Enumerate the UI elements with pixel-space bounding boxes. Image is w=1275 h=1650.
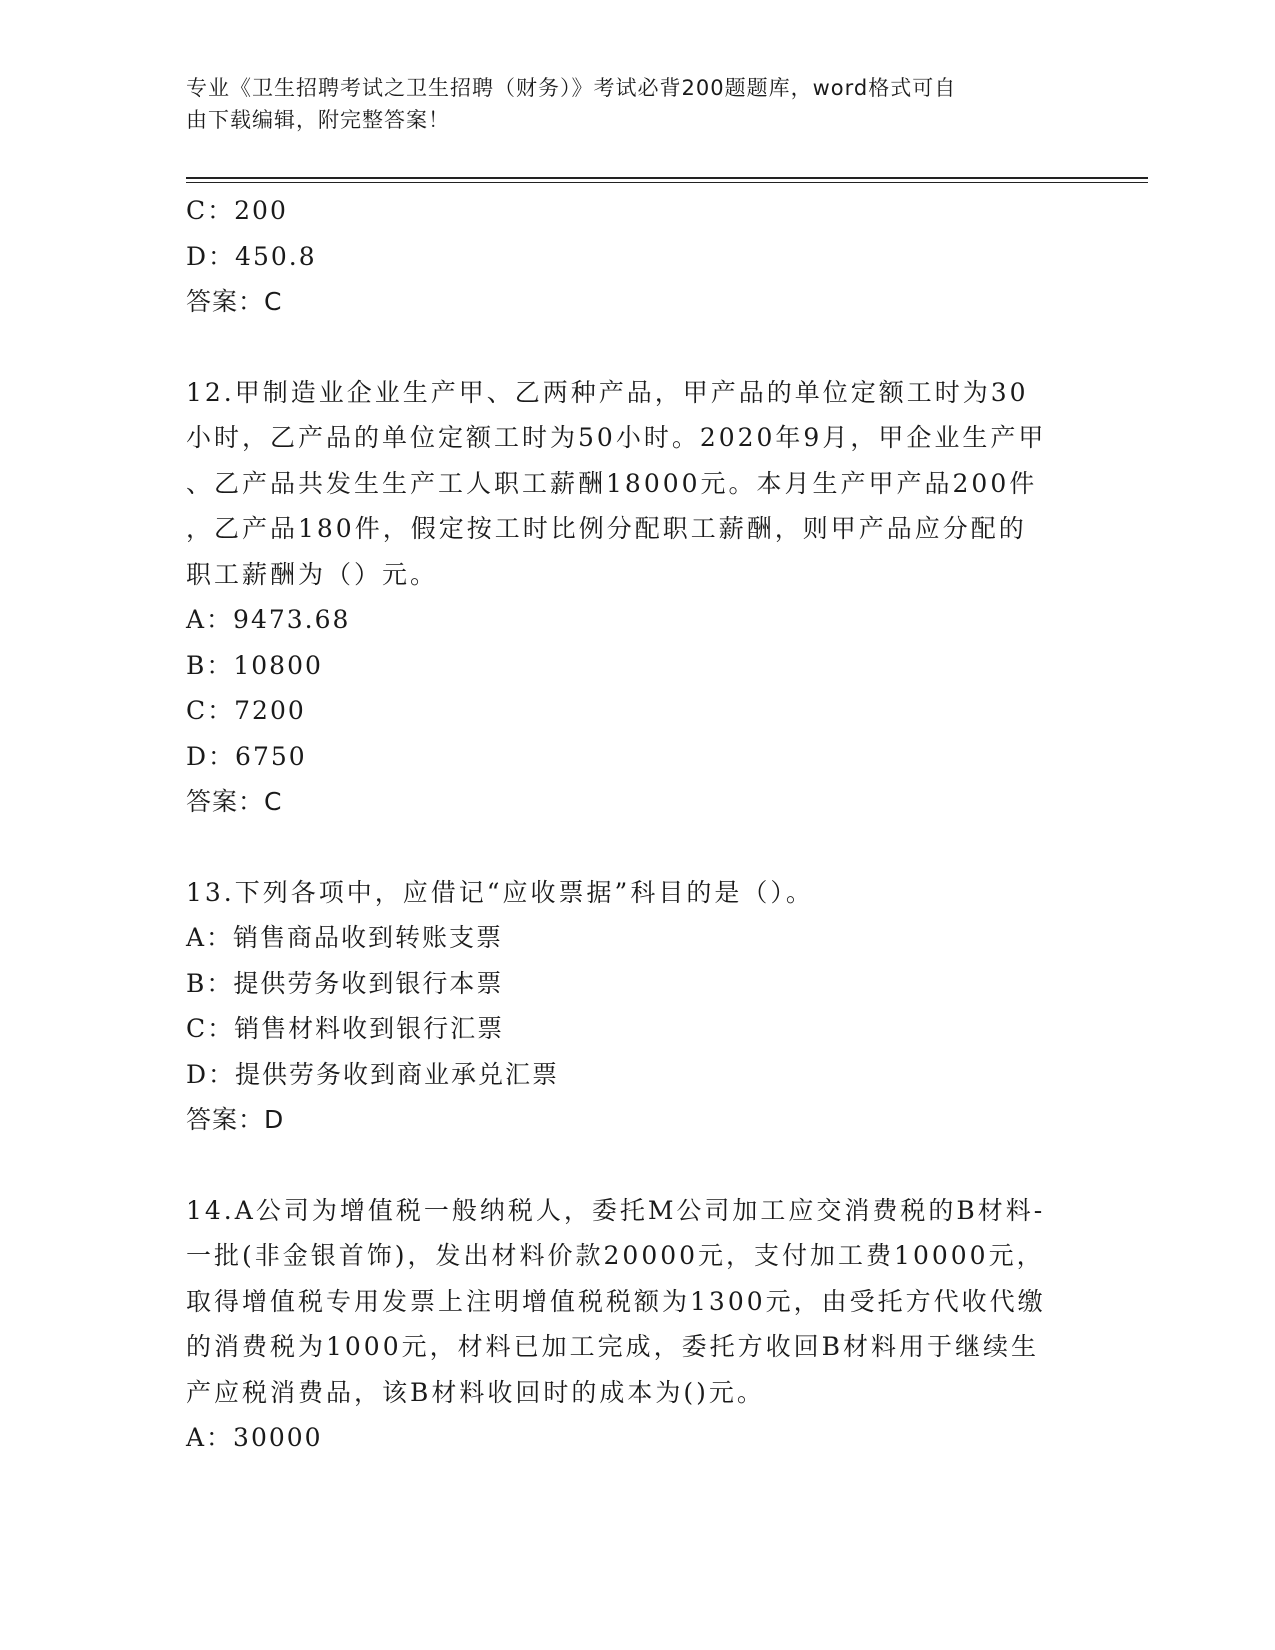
header-divider-thick — [186, 177, 1148, 179]
option-c: C：7200 — [186, 696, 306, 725]
option-c: C：200 — [186, 196, 288, 225]
stem-line: 职工薪酬为（）元。 — [186, 559, 439, 589]
question-11 — [186, 188, 1086, 325]
stem-line: 一批(非金银首饰)，发出材料价款20000元，支付加工费10000元， — [186, 1241, 1045, 1270]
option-d: D：450.8 — [186, 241, 317, 271]
stem-line: 产应税消费品，该B材料收回时的成本为()元。 — [186, 1377, 765, 1407]
question-stem — [186, 870, 1086, 916]
stem-line: 的消费税为1000元，材料已加工完成，委托方收回B材料用于继续生 — [186, 1332, 1039, 1361]
document-body — [186, 188, 1086, 1461]
document-header — [186, 72, 1086, 136]
answer: 答案：D — [186, 1105, 285, 1134]
stem-line: 13.下列各项中，应借记“应收票据”科目的是（）。 — [186, 877, 814, 907]
option-c: C：销售材料收到银行汇票 — [186, 1014, 505, 1043]
header-line-1: 专业《卫生招聘考试之卫生招聘（财务）》考试必背200题题库，word格式可自 — [186, 76, 957, 100]
question-stem — [186, 1188, 1086, 1416]
header-divider-thin — [186, 182, 1148, 183]
option-a: A：9473.68 — [186, 605, 351, 634]
option-b: B：10800 — [186, 650, 323, 680]
option-d: D：6750 — [186, 741, 307, 771]
option-b: B：提供劳务收到银行本票 — [186, 968, 504, 998]
stem-line: 14.A公司为增值税一般纳税人，委托M公司加工应交消费税的B材料- — [186, 1195, 1046, 1225]
option-a: A：30000 — [186, 1423, 323, 1452]
question-stem — [186, 370, 1086, 598]
answer: 答案：C — [186, 287, 283, 316]
stem-line: 小时，乙产品的单位定额工时为50小时。2020年9月，甲企业生产甲 — [186, 423, 1047, 452]
header-line-2: 由下载编辑，附完整答案！ — [186, 108, 450, 132]
answer: 答案：C — [186, 787, 283, 816]
stem-line: 12.甲制造业企业生产甲、乙两种产品，甲产品的单位定额工时为30 — [186, 377, 1029, 407]
option-d: D：提供劳务收到商业承兑汇票 — [186, 1059, 560, 1089]
question-14 — [186, 1188, 1086, 1461]
question-12 — [186, 370, 1086, 825]
stem-line: ，乙产品180件，假定按工时比例分配职工薪酬，则甲产品应分配的 — [186, 514, 1027, 543]
stem-line: 取得增值税专用发票上注明增值税税额为1300元，由受托方代收代缴 — [186, 1286, 1046, 1316]
stem-line: 、乙产品共发生生产工人职工薪酬18000元。本月生产甲产品200件 — [186, 468, 1038, 498]
option-a: A：销售商品收到转账支票 — [186, 923, 504, 952]
question-13 — [186, 870, 1086, 1143]
